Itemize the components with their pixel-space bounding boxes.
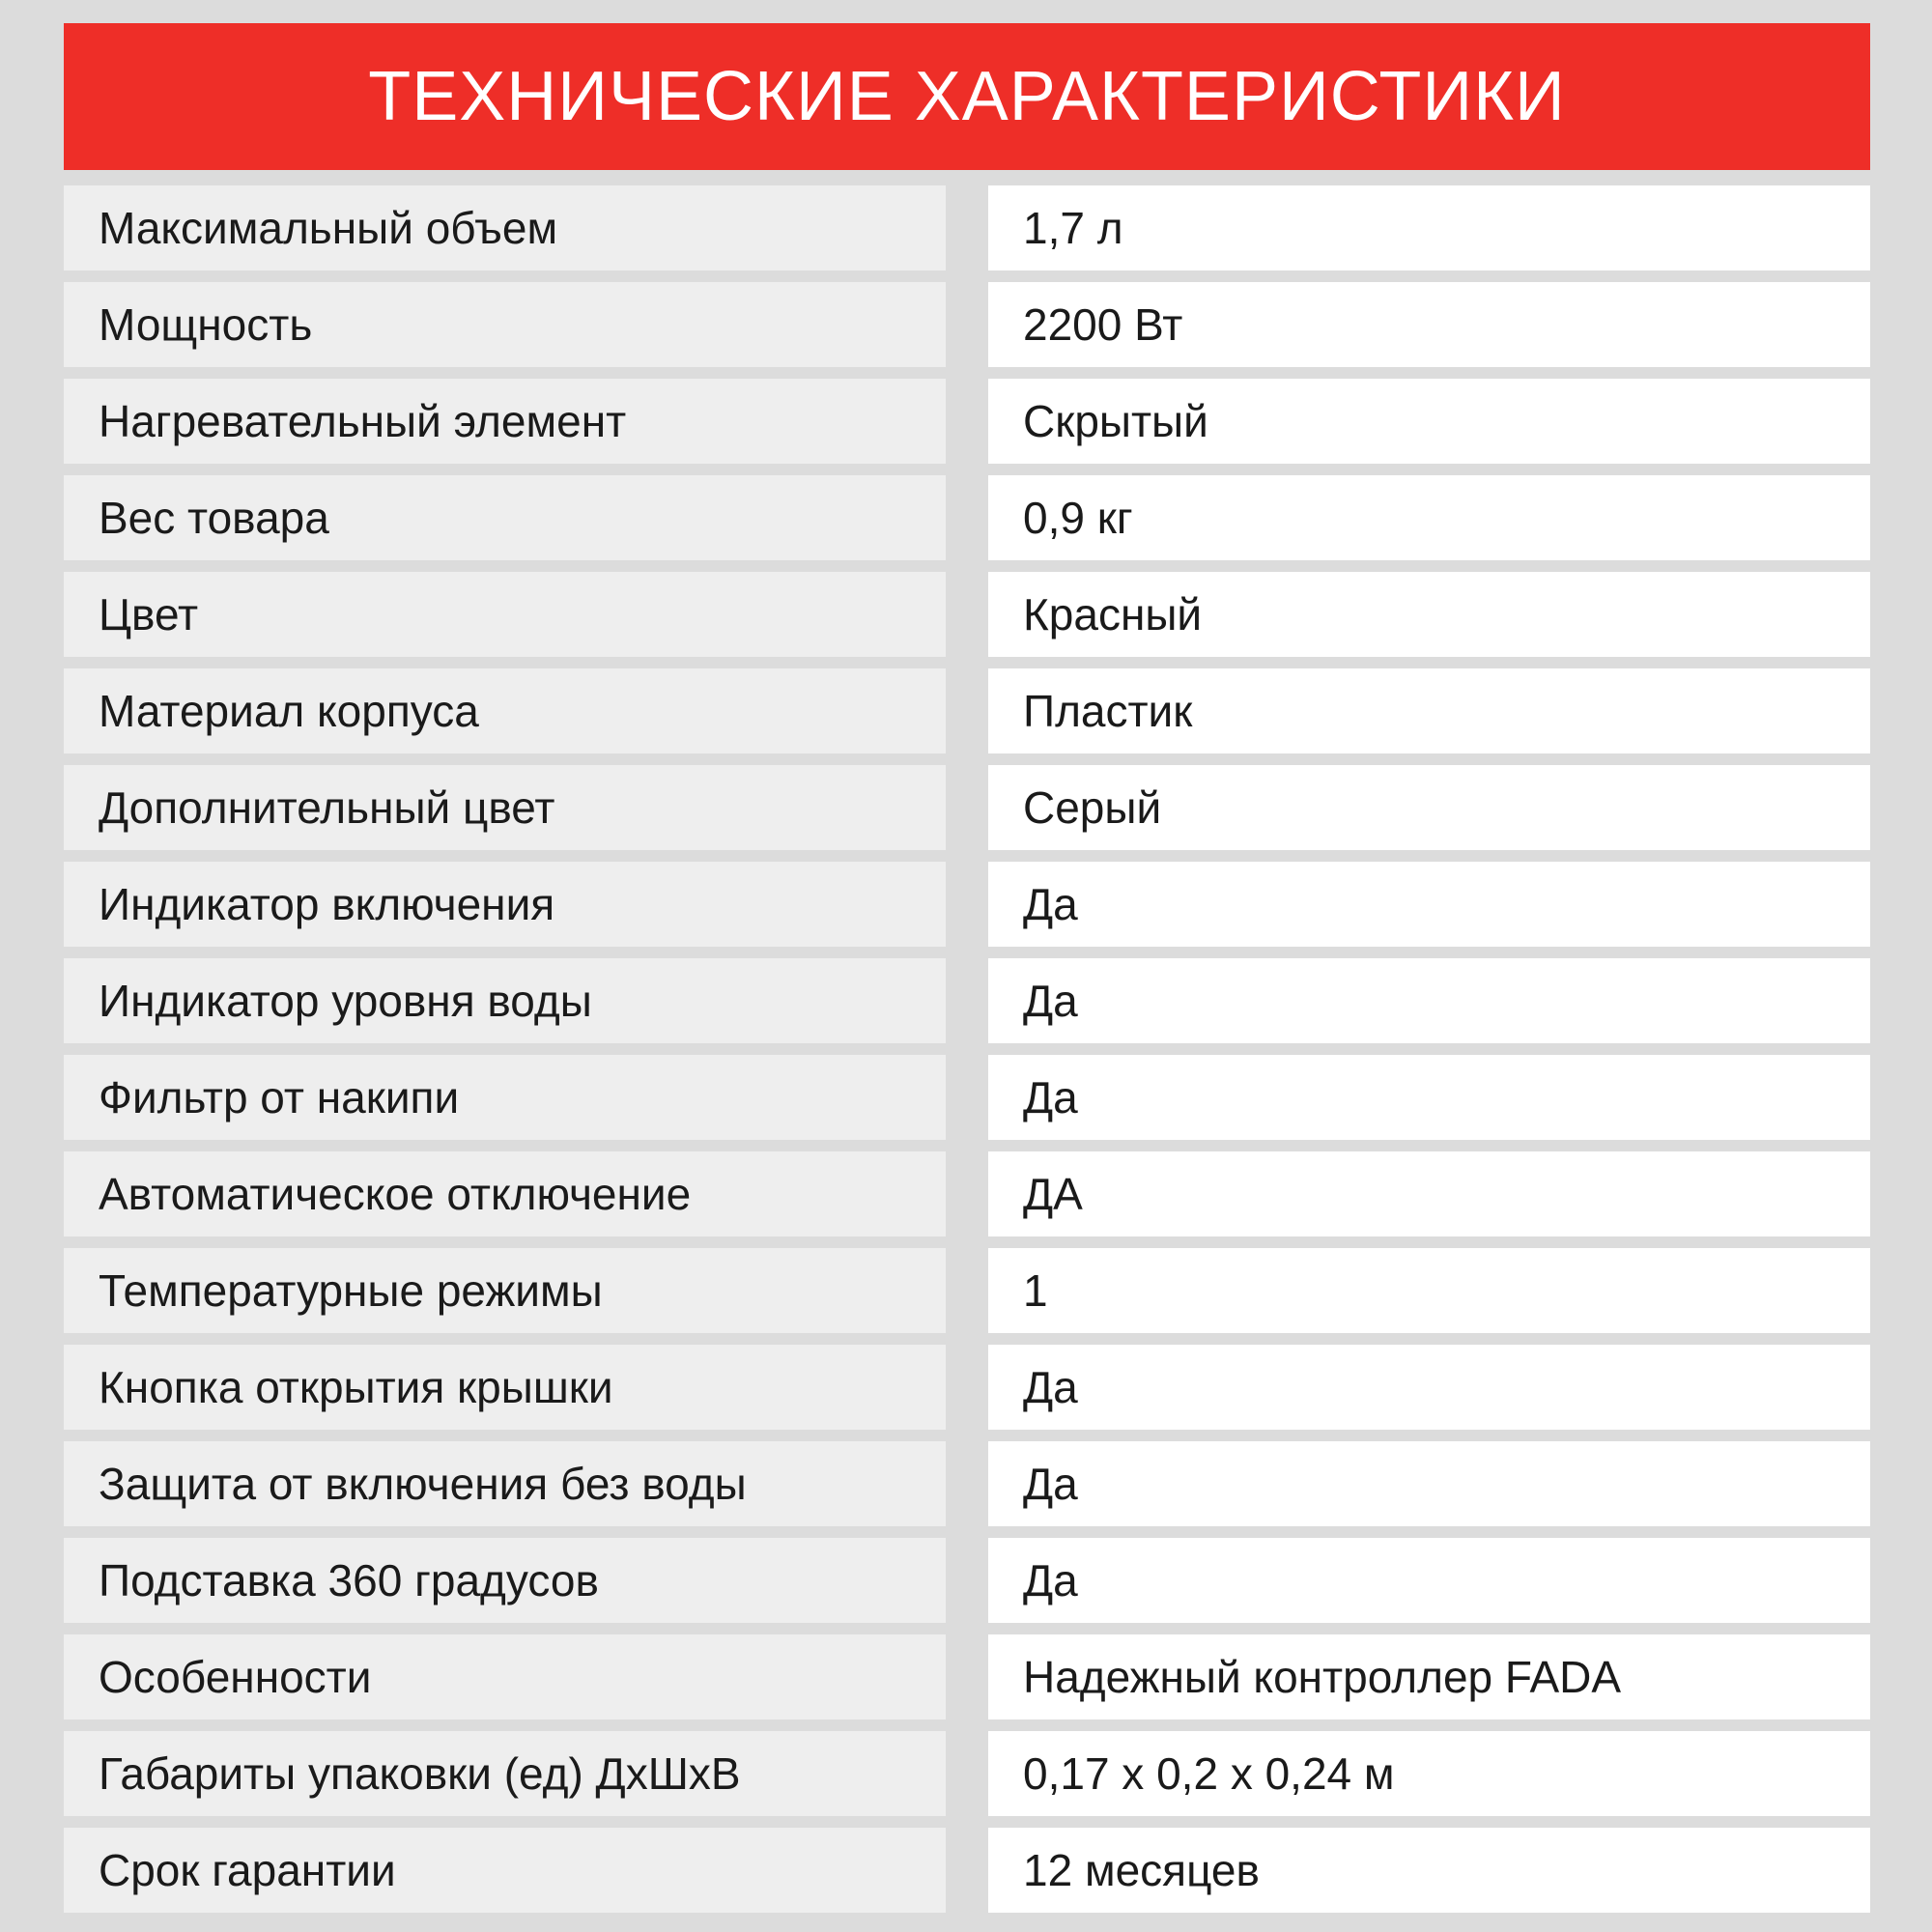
table-row	[64, 1538, 1870, 1623]
table-row	[64, 765, 1870, 850]
spec-label: Особенности	[64, 1634, 946, 1719]
spec-value: Надежный контроллер FADA	[988, 1634, 1870, 1719]
spec-value: Да	[988, 1055, 1870, 1140]
spec-value: Да	[988, 958, 1870, 1043]
spec-label: Максимальный объем	[64, 185, 946, 270]
spec-value: 0,17 х 0,2 х 0,24 м	[988, 1731, 1870, 1816]
table-row	[64, 1731, 1870, 1816]
spec-value: Серый	[988, 765, 1870, 850]
spec-value: Да	[988, 1538, 1870, 1623]
table-row	[64, 1345, 1870, 1430]
table-row	[64, 1248, 1870, 1333]
spec-value: ДА	[988, 1151, 1870, 1236]
spec-label: Срок гарантии	[64, 1828, 946, 1913]
spec-label: Цвет	[64, 572, 946, 657]
spec-label: Габариты упаковки (ед) ДхШхВ	[64, 1731, 946, 1816]
table-row	[64, 1055, 1870, 1140]
spec-value: 2200 Вт	[988, 282, 1870, 367]
spec-value: Пластик	[988, 668, 1870, 753]
spec-label: Дополнительный цвет	[64, 765, 946, 850]
table-row	[64, 668, 1870, 753]
specs-table	[64, 185, 1870, 1924]
page-title: ТЕХНИЧЕСКИЕ ХАРАКТЕРИСТИКИ	[368, 58, 1566, 135]
table-row	[64, 379, 1870, 464]
table-row	[64, 1828, 1870, 1913]
spec-label: Мощность	[64, 282, 946, 367]
spec-value: Да	[988, 1441, 1870, 1526]
spec-value: 12 месяцев	[988, 1828, 1870, 1913]
spec-label: Фильтр от накипи	[64, 1055, 946, 1140]
spec-value: Да	[988, 862, 1870, 947]
spec-value: 1,7 л	[988, 185, 1870, 270]
table-row	[64, 958, 1870, 1043]
spec-value: Да	[988, 1345, 1870, 1430]
spec-label: Подставка 360 градусов	[64, 1538, 946, 1623]
spec-value: Красный	[988, 572, 1870, 657]
table-row	[64, 572, 1870, 657]
spec-label: Материал корпуса	[64, 668, 946, 753]
table-row	[64, 1441, 1870, 1526]
spec-label: Вес товара	[64, 475, 946, 560]
table-row	[64, 185, 1870, 270]
spec-value: Скрытый	[988, 379, 1870, 464]
spec-label: Индикатор уровня воды	[64, 958, 946, 1043]
table-row	[64, 1634, 1870, 1719]
spec-label: Защита от включения без воды	[64, 1441, 946, 1526]
spec-label: Температурные режимы	[64, 1248, 946, 1333]
table-row	[64, 475, 1870, 560]
spec-label: Автоматическое отключение	[64, 1151, 946, 1236]
spec-label: Индикатор включения	[64, 862, 946, 947]
spec-label: Кнопка открытия крышки	[64, 1345, 946, 1430]
table-row	[64, 1151, 1870, 1236]
spec-value: 0,9 кг	[988, 475, 1870, 560]
spec-label: Нагревательный элемент	[64, 379, 946, 464]
spec-value: 1	[988, 1248, 1870, 1333]
table-row	[64, 862, 1870, 947]
table-row	[64, 282, 1870, 367]
header-banner	[64, 23, 1870, 170]
